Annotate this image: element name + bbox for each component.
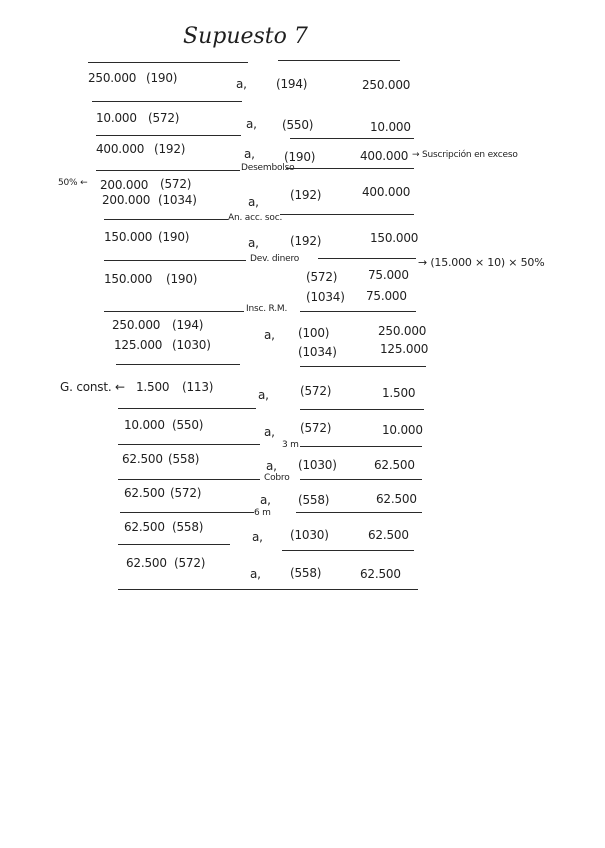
- entry-description: 6 m: [254, 508, 271, 518]
- debit-amount: 400.000: [96, 142, 145, 156]
- a-connector: a,: [258, 388, 269, 402]
- a-connector: a,: [266, 459, 277, 473]
- debit-amount: 250.000: [112, 318, 161, 332]
- a-connector: a,: [248, 195, 259, 209]
- a-connector: a,: [260, 493, 271, 507]
- debit-account: (190): [146, 71, 178, 85]
- separator-rule: [118, 408, 256, 409]
- margin-note: G. const. ←: [60, 380, 125, 394]
- a-connector: a,: [248, 236, 259, 250]
- credit-amount: 1.500: [382, 386, 416, 400]
- separator-rule: [118, 479, 260, 480]
- entry-description: 3 m: [282, 440, 299, 450]
- margin-note: → (15.000 × 10) × 50%: [418, 256, 545, 269]
- debit-account: (550): [172, 418, 204, 432]
- debit-account: (572): [174, 556, 206, 570]
- separator-rule: [286, 168, 414, 169]
- credit-amount: 150.000: [370, 231, 419, 245]
- credit-account: (190): [284, 150, 316, 164]
- credit-amount: 10.000: [370, 120, 411, 134]
- credit-account: (558): [298, 493, 330, 507]
- separator-rule: [104, 311, 244, 312]
- credit-amount: 62.500: [376, 492, 417, 506]
- debit-account: (190): [158, 230, 190, 244]
- credit-account: (558): [290, 566, 322, 580]
- credit-amount: 75.000: [366, 289, 407, 303]
- separator-rule: [116, 364, 240, 365]
- separator-rule: [118, 444, 260, 445]
- separator-rule: [88, 62, 248, 63]
- separator-rule: [120, 512, 254, 513]
- debit-amount: 150.000: [104, 272, 153, 286]
- separator-rule: [300, 311, 416, 312]
- credit-amount: 75.000: [368, 268, 409, 282]
- separator-rule: [96, 170, 240, 171]
- separator-rule: [118, 589, 418, 590]
- credit-account: (1030): [298, 458, 337, 472]
- entry-description: Dev. dinero: [250, 254, 300, 264]
- debit-account: (572): [148, 111, 180, 125]
- debit-amount: 250.000: [88, 71, 137, 85]
- credit-amount: 62.500: [374, 458, 415, 472]
- separator-rule: [280, 214, 414, 215]
- debit-account: (1034): [158, 193, 197, 207]
- a-connector: a,: [236, 77, 247, 91]
- debit-account: (558): [168, 452, 200, 466]
- debit-account: (572): [160, 177, 192, 191]
- separator-rule: [118, 544, 230, 545]
- separator-rule: [296, 512, 422, 513]
- page-title: Supuesto 7: [183, 24, 308, 49]
- debit-amount: 10.000: [96, 111, 137, 125]
- credit-amount: 250.000: [378, 324, 427, 338]
- a-connector: a,: [246, 117, 257, 131]
- credit-account: (572): [306, 270, 338, 284]
- separator-rule: [96, 135, 241, 136]
- a-connector: a,: [264, 328, 275, 342]
- entry-description: Insc. R.M.: [246, 304, 288, 314]
- debit-account: (558): [172, 520, 204, 534]
- separator-rule: [300, 479, 422, 480]
- debit-account: (192): [154, 142, 186, 156]
- credit-account: (572): [300, 384, 332, 398]
- debit-amount: 62.500: [126, 556, 167, 570]
- entry-description: Desembolso: [241, 163, 295, 173]
- credit-account: (1034): [306, 290, 345, 304]
- credit-amount: 125.000: [380, 342, 429, 356]
- debit-amount: 62.500: [122, 452, 163, 466]
- credit-account: (192): [290, 234, 322, 248]
- credit-account: (100): [298, 326, 330, 340]
- credit-amount: 62.500: [368, 528, 409, 542]
- separator-rule: [92, 101, 242, 102]
- a-connector: a,: [252, 530, 263, 544]
- debit-amount: 125.000: [114, 338, 163, 352]
- debit-amount: 10.000: [124, 418, 165, 432]
- credit-account: (1030): [290, 528, 329, 542]
- debit-amount: 200.000: [102, 193, 151, 207]
- credit-amount: 250.000: [362, 78, 411, 92]
- debit-account: (190): [166, 272, 198, 286]
- margin-note: → Suscripción en exceso: [412, 150, 518, 160]
- credit-amount: 10.000: [382, 423, 423, 437]
- separator-rule: [318, 258, 416, 259]
- separator-rule: [104, 260, 246, 261]
- separator-rule: [300, 409, 424, 410]
- debit-account: (1030): [172, 338, 211, 352]
- separator-rule: [300, 446, 422, 447]
- credit-account: (550): [282, 118, 314, 132]
- credit-amount: 400.000: [360, 149, 409, 163]
- a-connector: a,: [250, 567, 261, 581]
- debit-amount: 1.500: [136, 380, 170, 394]
- credit-amount: 400.000: [362, 185, 411, 199]
- debit-amount: 62.500: [124, 520, 165, 534]
- credit-account: (192): [290, 188, 322, 202]
- separator-rule: [290, 138, 414, 139]
- entry-description: Cobro: [264, 473, 290, 483]
- separator-rule: [278, 60, 400, 61]
- margin-note: 50% ←: [58, 178, 88, 188]
- debit-account: (194): [172, 318, 204, 332]
- debit-amount: 150.000: [104, 230, 153, 244]
- credit-account: (572): [300, 421, 332, 435]
- credit-account: (1034): [298, 345, 337, 359]
- credit-account: (194): [276, 77, 308, 91]
- separator-rule: [300, 366, 426, 367]
- debit-account: (113): [182, 380, 214, 394]
- debit-amount: 62.500: [124, 486, 165, 500]
- debit-amount: 200.000: [100, 178, 149, 192]
- separator-rule: [104, 219, 228, 220]
- debit-account: (572): [170, 486, 202, 500]
- a-connector: a,: [264, 425, 275, 439]
- credit-amount: 62.500: [360, 567, 401, 581]
- separator-rule: [282, 550, 414, 551]
- a-connector: a,: [244, 147, 255, 161]
- entry-description: An. acc. soc.: [228, 213, 283, 223]
